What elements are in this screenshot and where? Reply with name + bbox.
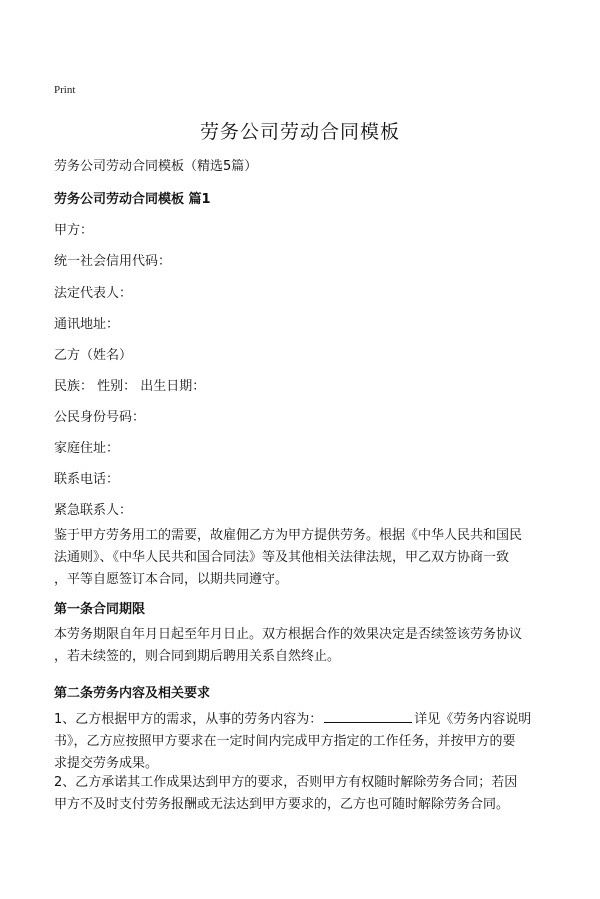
field-ethnicity-gender-dob: 民族： 性别： 出生日期：: [54, 379, 206, 394]
field-legal-rep: 法定代表人：: [54, 286, 133, 301]
field-credit-code: 统一社会信用代码：: [54, 254, 172, 269]
preamble-paragraph: [54, 525, 554, 591]
field-party-b: 乙方（姓名）: [54, 348, 133, 363]
document-subtitle: 劳务公司劳动合同模板（精选5篇）: [54, 159, 258, 174]
article2-item2: [54, 772, 554, 816]
preamble-line: 法通则》、《中华人民共和国合同法》等及其他相关法律法规，甲乙双方协商一致: [54, 550, 510, 565]
article1-heading: 第一条合同期限: [54, 602, 146, 617]
fill-in-blank: [324, 708, 412, 723]
document-title: 劳务公司劳动合同模板: [199, 121, 400, 143]
article2-item1-line: 求提交劳务成果。: [54, 756, 159, 771]
article2-heading: 第二条劳务内容及相关要求: [54, 686, 211, 701]
preamble-line: 鉴于甲方劳务用工的需要，故雇佣乙方为甲方提供劳务。根据《中华人民共和国民: [54, 528, 523, 543]
field-address: 通讯地址：: [54, 317, 120, 332]
item1-text-end: 详见《劳务内容说明: [414, 712, 532, 727]
field-home-address: 家庭住址：: [54, 441, 120, 456]
print-label[interactable]: Print: [54, 84, 76, 96]
article2-item1-line: 书》，乙方应按照甲方要求在一定时间内完成甲方指定的工作任务，并按甲方的要: [54, 734, 516, 749]
field-phone: 联系电话：: [54, 472, 120, 487]
article2-item1: [54, 708, 554, 775]
field-id-number: 公民身份号码：: [54, 410, 146, 425]
chapter-heading: 劳务公司劳动合同模板 篇1: [54, 192, 211, 207]
article2-item2-line: 2、乙方承诺其工作成果达到甲方的要求，否则甲方有权随时解除劳务合同；若因: [54, 775, 518, 790]
article1-line: 本劳务期限自年月日起至年月日止。双方根据合作的效果决定是否续签该劳务协议: [54, 627, 523, 642]
article1-paragraph: [54, 624, 554, 668]
field-emergency-contact: 紧急联系人：: [54, 503, 133, 518]
article2-item2-line: 甲方不及时支付劳务报酬或无法达到甲方要求的，乙方也可随时解除劳务合同。: [54, 797, 510, 812]
article1-line: ，若未续签的，则合同到期后聘用关系自然终止。: [54, 649, 341, 664]
preamble-line: ，平等自愿签订本合同，以期共同遵守。: [54, 572, 289, 587]
article2-item1-line: [54, 708, 554, 731]
item1-text-start: 1、乙方根据甲方的需求，从事的劳务内容为：: [54, 712, 323, 727]
field-party-a: 甲方：: [54, 223, 94, 238]
